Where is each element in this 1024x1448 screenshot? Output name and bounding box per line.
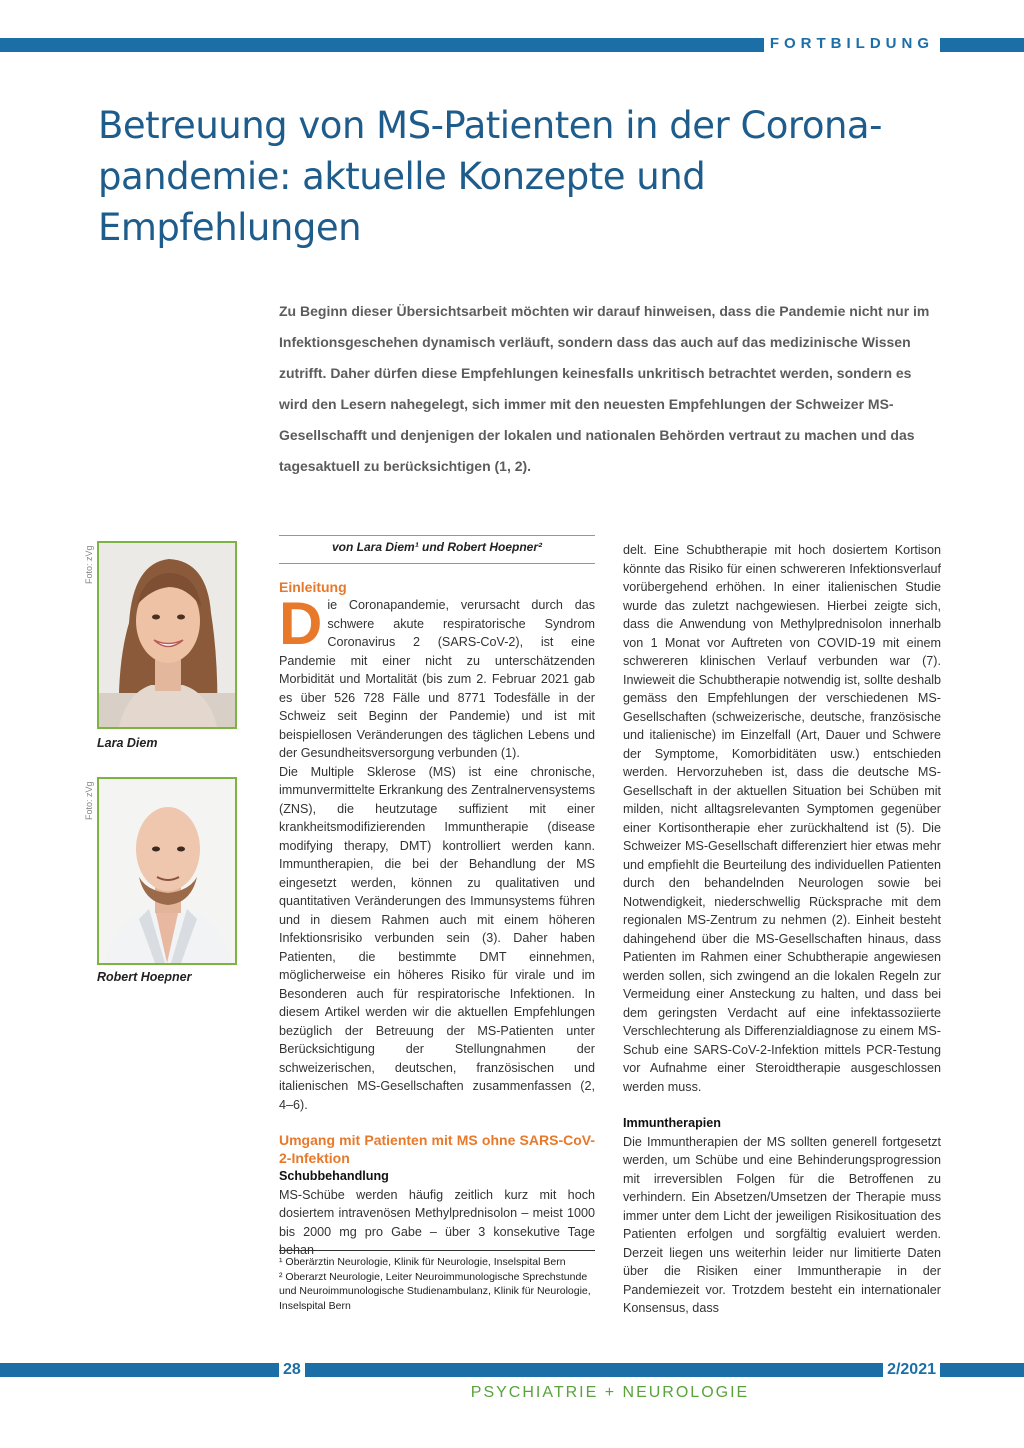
- photo-caption: Robert Hoepner: [97, 970, 192, 984]
- subsection-heading: Immuntherapien: [623, 1116, 721, 1130]
- byline: von Lara Diem¹ und Robert Hoepner²: [331, 540, 543, 554]
- footnote: ² Oberarzt Neurologie, Leiter Neuroimmunologische Sprechstunde und Neuroimmunologische Studienambulanz, Klinik für Neurologie, Inselspital Bern: [279, 1270, 591, 1312]
- column-2: [623, 541, 941, 1318]
- lead-paragraph: Zu Beginn dieser Übersichtsarbeit möchten wir darauf hinweisen, dass die Pandemie nicht nur im Infektionsgeschehen dynamisch verläuft, sondern dass das auch auf das medizinische Wissen zutrifft. Daher dürfen diese Empfehlungen keinesfalls unkritisch betrachtet werden, sondern es wird den Lesern nahegelegt, sich immer mit den neuesten Empfehlungen der Schweizer MS-Gesellschafft und denjenigen der lokalen und nationalen Behörden vertraut zu machen und das tagesaktuell zu berücksichtigen (1, 2).: [279, 303, 930, 474]
- subsection-heading: Schubbehandlung: [279, 1169, 389, 1183]
- issue-number: 2/2021: [883, 1360, 940, 1380]
- paragraph: delt. Eine Schubtherapie mit hoch dosiertem Kortison könnte das Risiko für einen schwereren Infektionsverlauf vorübergehend erhöhen. In einer italienischen Studie wurde das zuletzt nachgewiesen. Hierbei zeigte sich, dass die Anwendung von Methylprednisolon innerhalb von 1 Monat vor Auftreten von COVID-19 mit einem schwereren klinischen Verlauf verbunden war (7). Inwieweit die Schubtherapie notwendig ist, sollte deshalb gemäss den Empfehlungen der verschiedenen MS-Gesellschaften (schweizerische, deutsche, französische und italienische) im Einzelfall (Art, Dauer und Schwere der Symptome, Komorbiditäten usw.) entschieden werden. Hervorzuheben ist, dass die deutsche MS-Gesellschaft in der aktuellen Situation bei Schüben mit milden, nicht alltagsrelevanten Symptomen gegenüber einer Kortisontherapie eher zurückhaltend ist (5). Die Schweizer MS-Gesellschaft differenziert hier etwas mehr und empfiehlt die Beurteilung des individuellen Patienten durch den behandelnden Neurologen sowie bei Notwendigkeit, niederschwellig Rücksprache mit dem regionalen MS-Zentrum zu nehmen (2). Einheit besteht dahingehend über die MS-Gesellschaften hinaus, dass Patienten im Rahmen einer Schubtherapie angewiesen werden sollen, sich zwingend an die lokalen Regeln zur Vermeidung einer Ansteckung zu halten, und dass bei dem geringsten Verdacht auf eine infektassoziierte Verschlechterung als Differenzialdiagnose zu einem MS-Schub eine SARS-CoV-2-Infektion mittels PCR-Testung vor Aufnahme einer Steroidtherapie ausgeschlossen werden muss.: [623, 543, 941, 1094]
- paragraph: Die Multiple Sklerose (MS) ist eine chronische, immunvermittelte Erkrankung des Zentralnervensystems (ZNS), die heutzutage suffizient mit einer krankheitsmodifizierenden Immuntherapie (disease modifying therapy, DMT) kontrolliert werden kann. Immuntherapien, die bei der Behandlung der MS eingesetzt werden, können zu qualitativen und quantitativen Veränderungen des Immunsystems führen und in diesem Rahmen auch mit einem höheren Infektionsrisiko verbunden sein (3). Daher haben Patienten, die bestimmte DMT einnehmen, möglicherweise ein höheres Risiko für virale und im Besonderen auch für respiratorische Infektionen. In diesem Artikel werden wir die aktuellen Empfehlungen bezüglich der Betreuung der MS-Patienten unter Berücksichtigung der Stellungnahmen der schweizerischen, deutschen, französischen und italienischen MS-Gesellschaften zusammenfassen (2, 4–6).: [279, 764, 595, 1112]
- photo-credit: Foto: zVg: [84, 781, 94, 820]
- article-title: Betreuung von MS-Patienten in der Corona-pandemie: aktuelle Konzepte und Empfehlungen: [98, 104, 882, 249]
- photo-caption: Lara Diem: [97, 736, 158, 750]
- paragraph-text: ie Coronapandemie, verursacht durch das schwere akute respiratorische Syndrom Coronavirus 2 (SARS-CoV-2), ist eine Pandemie mit einer nicht zu unterschätzenden Morbidität und Mortalität (bis zum 2. Februar 2021 gab es über 526 728 Fälle und 8771 Todesfälle in der Schweiz seit Beginn der Pandemie) und ist mit beispiellosen Veränderungen des täglichen Lebens und der Gesundheitsversorgung verbunden (1).: [279, 598, 595, 760]
- column-1: [279, 578, 595, 1260]
- journal-name: PSYCHIATRIE + NEUROLOGIE: [470, 1384, 750, 1401]
- page-number: 28: [279, 1360, 305, 1380]
- footnote: ¹ Oberärztin Neurologie, Klinik für Neurologie, Inselspital Bern: [279, 1256, 566, 1268]
- paragraph: [279, 590, 595, 763]
- drop-cap: D: [279, 590, 323, 657]
- divider: [279, 535, 595, 536]
- footnotes: [279, 1250, 595, 1313]
- author-photo-hoepner: [97, 777, 237, 965]
- photo-credit: Foto: zVg: [84, 545, 94, 584]
- section-heading: Umgang mit Patienten mit MS ohne SARS-CoV-2-Infektion: [279, 1132, 595, 1166]
- divider: [279, 563, 595, 564]
- footer-bar: [0, 1363, 1024, 1377]
- paragraph: Die Immuntherapien der MS sollten generell fortgesetzt werden, um Schübe und eine Behinderungsprogression mit irreversiblen Folgen für die Betroffenen zu verhindern. Ein Absetzen/Umsetzen der Therapie muss immer unter dem Licht der jeweiligen Risikosituation des Patienten erfolgen und sorgfältig evaluiert werden. Derzeit liegen uns weiterhin leider nur limitierte Daten über die Risiken einer Immuntherapie in der Pandemiezeit vor. Trotzdem besteht ein internationaler Konsensus, dass: [623, 1134, 941, 1315]
- author-photo-diem: [97, 541, 237, 729]
- paragraph: MS-Schübe werden häufig zeitlich kurz mit hoch dosiertem intravenösen Methylprednisolon – meist 1000 bis 2000 mg pro Gabe – über 3 konsekutive Tage behan-: [279, 1187, 595, 1257]
- section-heading: Einleitung: [279, 579, 347, 595]
- section-label: FORTBILDUNG: [764, 34, 940, 54]
